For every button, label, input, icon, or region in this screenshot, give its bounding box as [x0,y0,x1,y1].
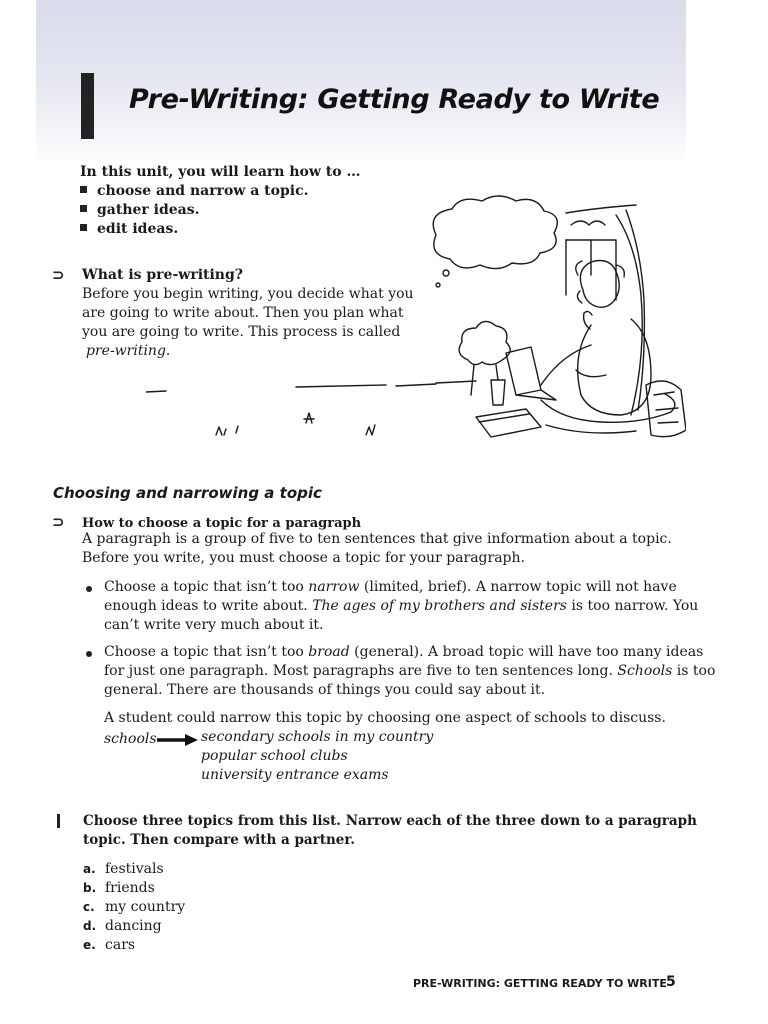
what-is-line: Before you begin writing, you decide what you [82,286,414,302]
running-footer: PRE-WRITING: GETTING READY TO WRITE [413,977,667,990]
bullet-square-icon [80,205,87,212]
list-item: b. friends [83,880,155,896]
section-arrow-icon: ⊃ [52,266,65,284]
narrow-option: secondary schools in my country [201,729,434,745]
bullet-dot-icon [86,651,92,657]
unit-number-bar [81,73,94,139]
para-line: Before you write, you must choose a topic for your paragraph. [82,550,525,566]
narrow-option: popular school clubs [201,748,348,764]
goal-item: gather ideas. [80,201,200,220]
narrow-option: university entrance exams [201,767,389,783]
what-is-line: are going to write about. Then you plan what [82,305,404,321]
bullet2-line: general. There are thousands of things you could say about it. [104,682,546,698]
what-is-line: you are going to write. This process is called [82,324,401,340]
what-is-question: What is pre-writing? [82,267,243,283]
textbook-page [36,0,716,1024]
what-is-term: pre-writing. [86,343,171,359]
list-item: a. festivals [83,861,164,877]
list-item: e. cars [83,937,136,953]
bullet1-line: enough ideas to write about. The ages of my brothers and sisters is too narrow. You [104,598,699,614]
arrow-right-icon [157,733,199,747]
page-number: 5 [666,974,676,990]
list-item: d. dancing [83,918,162,934]
subheading: How to choose a topic for a paragraph [82,516,362,531]
exercise-instruction: topic. Then compare with a partner. [83,832,355,848]
bullet-square-icon [80,186,87,193]
bullet1-line: Choose a topic that isn’t too narrow (limited, brief). A narrow topic will not have [104,579,677,595]
goal-item: edit ideas. [80,220,178,239]
bullet-square-icon [80,224,87,231]
exercise-instruction: Choose three topics from this list. Narrow each of the three down to a paragraph [83,813,697,829]
intro-lead: In this unit, you will learn how to … [80,164,361,180]
section-arrow-icon: ⊃ [52,513,65,531]
bullet2-line: Choose a topic that isn’t too broad (general). A broad topic will have too many ideas [104,644,704,660]
narrow-from: schools [104,731,157,747]
goal-item: choose and narrow a topic. [80,182,308,201]
narrow-intro: A student could narrow this topic by choosing one aspect of schools to discuss. [104,710,666,726]
bullet-dot-icon [86,586,92,592]
exercise-number-bar [57,814,60,828]
para-line: A paragraph is a group of five to ten sentences that give information about a topic. [82,531,672,547]
unit-banner [36,0,686,165]
section-heading: Choosing and narrowing a topic [53,484,322,502]
bullet2-line: for just one paragraph. Most paragraphs are five to ten sentences long. Schools is too [104,663,716,679]
list-item: c. my country [83,899,186,915]
student-thinking-illustration [146,195,686,460]
bullet1-line: can’t write very much about it. [104,617,324,633]
unit-title: Pre-Writing: Getting Ready to Write [129,84,660,115]
